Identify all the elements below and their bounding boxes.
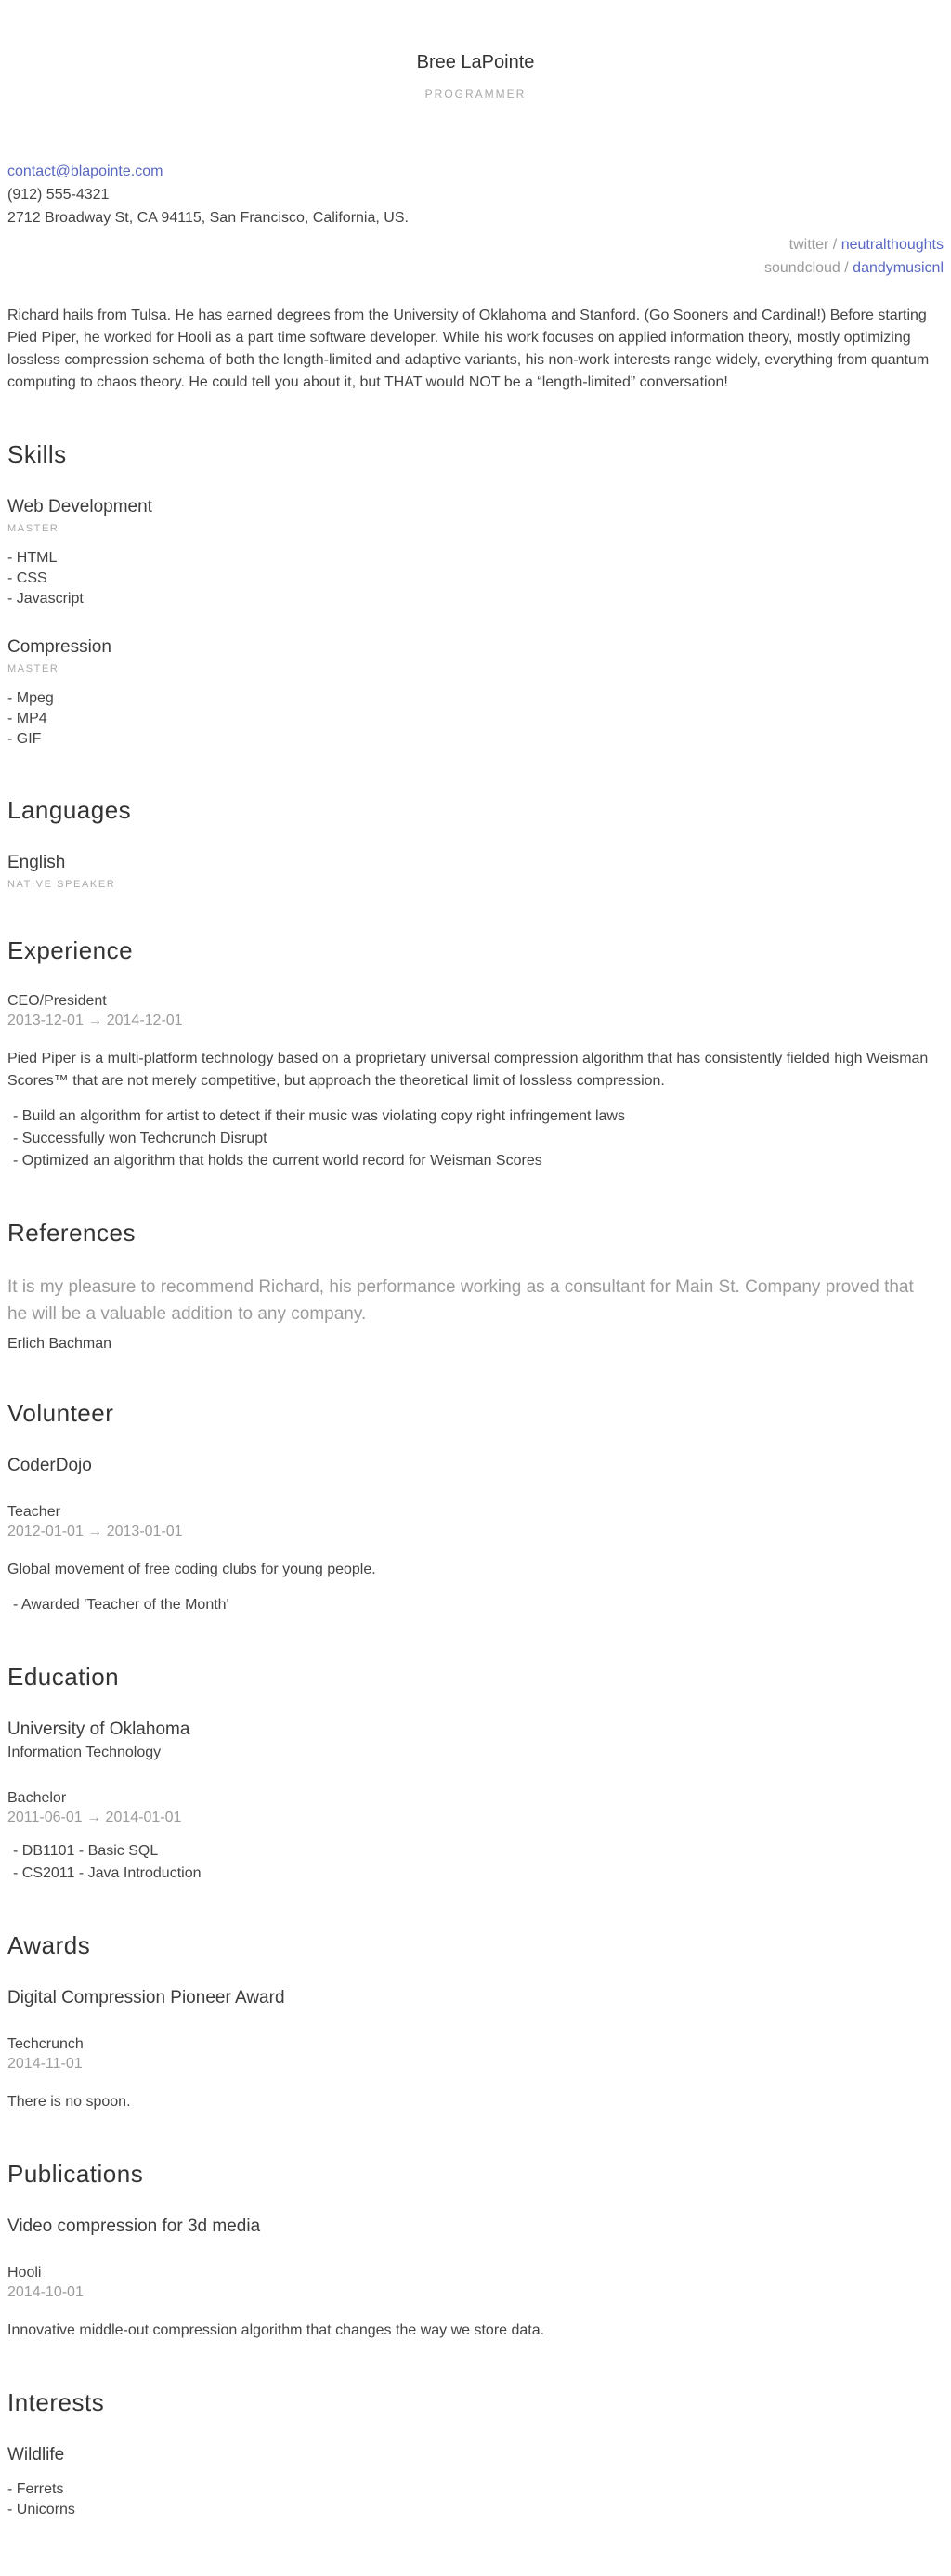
volunteer-summary: Global movement of free coding clubs for young people. <box>7 1562 376 1577</box>
experience-highlight: - Successfully won Techcrunch Disrupt <box>13 1128 944 1150</box>
skill-keywords <box>7 688 944 750</box>
profile-username-soundcloud-link[interactable]: dandymusicnl <box>853 260 944 276</box>
about-text: Richard hails from Tulsa. He has earned degrees from the University of Oklahoma and Stanford. (Go Sooners and Cardinal!) Before starting Pied Piper, he worked for Hooli as a part time software developer. While his work focuses on applied information theory, mostly optimizing lossless compression schema of both the length-limited and adaptive variants, his non-work interests range widely, everything from quantum computing to chaos theory. He could tell you about it, but THAT would NOT be a “length-limited” conversation! <box>7 307 930 390</box>
section-title-skills: Skills <box>7 440 67 468</box>
volunteer-dates: 2012-01-01 → 2013-01-01 <box>7 1523 183 1539</box>
section-title-experience: Experience <box>7 936 134 964</box>
profile-soundcloud <box>7 256 944 280</box>
experience-highlight: - Build an algorithm for artist to detect if their music was violating copy right infringement laws <box>13 1105 944 1128</box>
skill-level: MASTER <box>7 663 59 674</box>
education-dates: 2011-06-01 → 2014-01-01 <box>7 1810 182 1825</box>
volunteer-organization: CoderDojo <box>7 1456 92 1475</box>
section-interests <box>7 2388 944 2520</box>
section-languages <box>7 796 944 890</box>
phone-text: (912) 555-4321 <box>7 187 110 203</box>
experience-highlights <box>7 1105 944 1172</box>
education-courses <box>7 1840 944 1885</box>
publication-publisher: Hooli <box>7 2265 42 2281</box>
reference-name: Erlich Bachman <box>7 1336 112 1352</box>
award-date: 2014-11-01 <box>7 2056 83 2072</box>
skill-name: Compression <box>7 637 111 657</box>
education-area: Information Technology <box>7 1745 162 1760</box>
section-experience <box>7 936 944 1172</box>
candidate-name: Bree LaPointe <box>416 52 535 72</box>
profile-network-soundcloud: soundcloud <box>763 260 840 276</box>
profile-network-twitter: twitter <box>788 237 829 253</box>
profile-twitter <box>7 233 944 256</box>
profile-separator: / <box>832 237 838 253</box>
award-title: Digital Compression Pioneer Award <box>7 1988 285 2007</box>
award-summary: There is no spoon. <box>7 2094 131 2110</box>
interest-keyword: - Unicorns <box>7 2500 944 2520</box>
publication-summary: Innovative middle-out compression algorithm that changes the way we store data. <box>7 2322 545 2338</box>
reference-quote: It is my pleasure to recommend Richard, his performance working as a consultant for Main St. Company proved that he will be a valuable addition to any company. <box>7 1277 914 1324</box>
interest-keywords <box>7 2479 944 2520</box>
publication-date: 2014-10-01 <box>7 2284 84 2300</box>
skill-keyword: - CSS <box>7 569 944 589</box>
skill-keyword: - Javascript <box>7 589 944 609</box>
skill-name: Web Development <box>7 497 152 517</box>
section-title-volunteer: Volunteer <box>7 1399 114 1427</box>
experience-position: CEO/President <box>7 993 107 1009</box>
section-title-publications: Publications <box>7 2160 144 2188</box>
award-awarder: Techcrunch <box>7 2036 84 2052</box>
section-title-languages: Languages <box>7 796 132 824</box>
experience-highlight: - Optimized an algorithm that holds the current world record for Weisman Scores <box>13 1150 944 1172</box>
education-course: - CS2011 - Java Introduction <box>13 1863 944 1885</box>
interest-name: Wildlife <box>7 2445 65 2465</box>
section-references <box>7 1219 944 1353</box>
skill-keywords <box>7 548 944 609</box>
section-title-interests: Interests <box>7 2388 105 2416</box>
volunteer-highlight: - Awarded 'Teacher of the Month' <box>13 1594 944 1616</box>
address-text: 2712 Broadway St, CA 94115, San Francisco, California, US. <box>7 210 409 226</box>
volunteer-highlights <box>7 1594 944 1616</box>
interest-keyword: - Ferrets <box>7 2479 944 2500</box>
profile-separator: / <box>844 260 849 276</box>
section-title-education: Education <box>7 1663 120 1691</box>
contact-block <box>7 160 944 229</box>
section-volunteer <box>7 1399 944 1616</box>
profile-username-twitter-link[interactable]: neutralthoughts <box>840 237 944 253</box>
language-name: English <box>7 853 66 872</box>
section-education <box>7 1663 944 1885</box>
resume-page <box>0 52 951 2576</box>
section-skills <box>7 440 944 750</box>
publication-name: Video compression for 3d media <box>7 2216 261 2236</box>
section-publications <box>7 2160 944 2342</box>
section-awards <box>7 1931 944 2113</box>
experience-dates: 2013-12-01 → 2014-12-01 <box>7 1013 183 1028</box>
social-profiles <box>7 233 944 280</box>
email-link[interactable]: contact@blapointe.com <box>7 163 163 179</box>
education-course: - DB1101 - Basic SQL <box>13 1840 944 1863</box>
education-institution: University of Oklahoma <box>7 1720 190 1739</box>
skill-keyword: - HTML <box>7 548 944 569</box>
skill-keyword: - Mpeg <box>7 688 944 709</box>
volunteer-position: Teacher <box>7 1504 60 1520</box>
skill-keyword: - GIF <box>7 729 944 750</box>
section-title-awards: Awards <box>7 1931 91 1959</box>
section-title-references: References <box>7 1219 136 1247</box>
education-study-type: Bachelor <box>7 1790 67 1806</box>
skill-level: MASTER <box>7 523 59 534</box>
skill-keyword: - MP4 <box>7 709 944 729</box>
candidate-title: PROGRAMMER <box>424 87 527 100</box>
experience-summary: Pied Piper is a multi-platform technology based on a proprietary universal compression algorithm that has consistently fielded high Weisman Scores™ that are not merely competitive, but approach the theoretical limit of lossless compression. <box>7 1051 929 1089</box>
language-fluency: NATIVE SPEAKER <box>7 879 116 890</box>
